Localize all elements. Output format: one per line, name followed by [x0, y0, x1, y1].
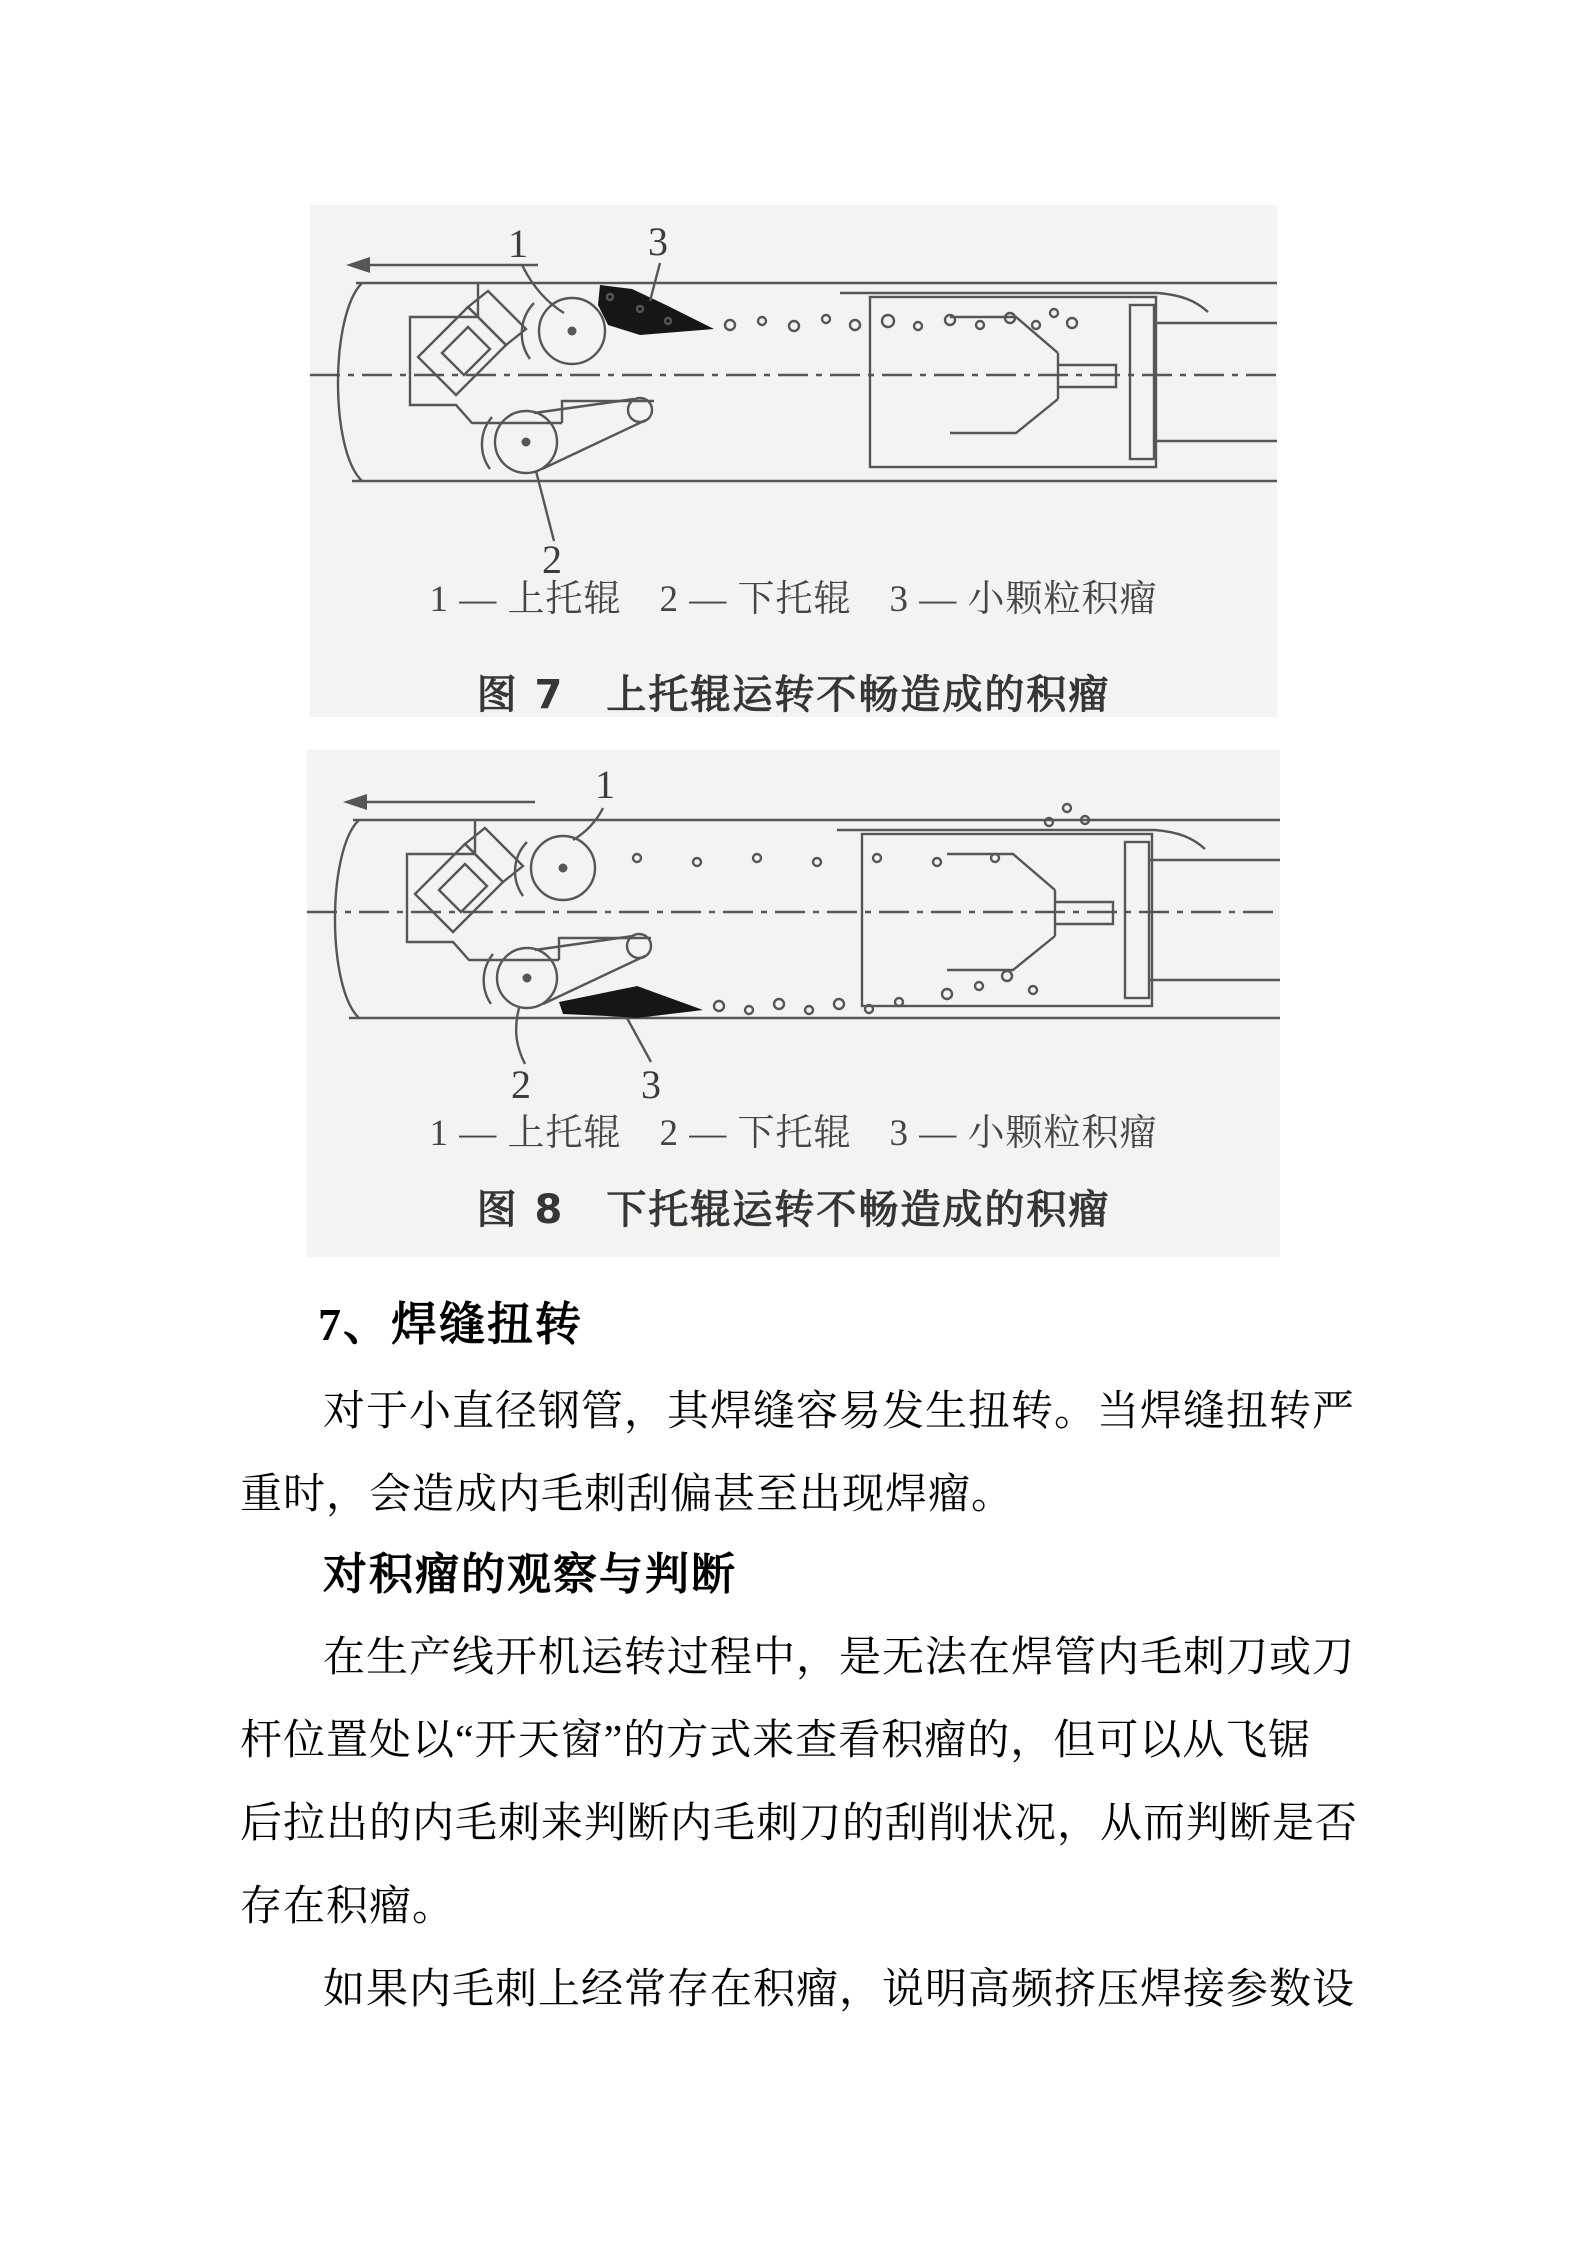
- particle-trail: [725, 309, 1077, 331]
- paragraph-1-line-1: 对于小直径钢管，其焊缝容易发生扭转。当焊缝扭转严: [323, 1389, 1356, 1435]
- paragraph-1-line-2: 重时，会造成内毛刺刮偏甚至出现焊瘤。: [240, 1472, 1015, 1518]
- figure-7-label-1: 1: [508, 221, 528, 266]
- paragraph-2-line-2: 杆位置处以“开天窗”的方式来查看积瘤的，但可以从飞锯: [240, 1718, 1312, 1764]
- paragraph-2-line-4: 存在积瘤。: [240, 1884, 456, 1930]
- figure-7-label-2: 2: [542, 537, 562, 582]
- weld-tool-shape: [415, 828, 523, 932]
- figure-8-legend: 1 — 上托辊 2 — 下托辊 3 — 小颗粒积瘤: [429, 1113, 1158, 1154]
- figure-8-label-3: 3: [641, 1062, 661, 1107]
- upper-roller-shape: [522, 298, 605, 364]
- figure-8-label-1: 1: [595, 762, 615, 807]
- mandrel-block-shape: [862, 834, 1280, 1006]
- particle-trail-bottom: [714, 971, 1037, 1014]
- lower-roller-shape: [482, 398, 652, 473]
- section-heading-7: 7、焊缝扭转: [318, 1299, 583, 1350]
- paragraph-2-line-1: 在生产线开机运转过程中，是无法在焊管内毛刺刀或刀: [323, 1635, 1356, 1681]
- figure-7-label-3: 3: [648, 219, 668, 264]
- particle-accumulation-shape: [559, 986, 703, 1018]
- figure-7-diagram: [310, 205, 1277, 717]
- paragraph-2-line-3: 后拉出的内毛刺来判断内毛刺刀的刮削状况，从而判断是否: [240, 1801, 1359, 1847]
- paragraph-3-line-1: 如果内毛刺上经常存在积瘤，说明高频挤压焊接参数设: [323, 1967, 1356, 2013]
- particle-accumulation-shape: [598, 285, 714, 335]
- figure-7-title: 图 7 上托辊运转不畅造成的积瘤: [476, 672, 1111, 718]
- weld-tool-shape: [418, 291, 526, 395]
- upper-roller-shape: [515, 836, 595, 900]
- figure-8-block: [307, 750, 1280, 1257]
- figure-8-label-2: 2: [511, 1062, 531, 1107]
- left-arrow-icon: [343, 794, 535, 810]
- figure-7-legend: 1 — 上托辊 2 — 下托辊 3 — 小颗粒积瘤: [429, 579, 1158, 620]
- figure-8-title: 图 8 下托辊运转不畅造成的积瘤: [476, 1187, 1111, 1233]
- mandrel-block-shape: [870, 297, 1277, 467]
- subsection-heading: 对积瘤的观察与判断: [323, 1550, 737, 1599]
- figure-7-block: [310, 205, 1277, 717]
